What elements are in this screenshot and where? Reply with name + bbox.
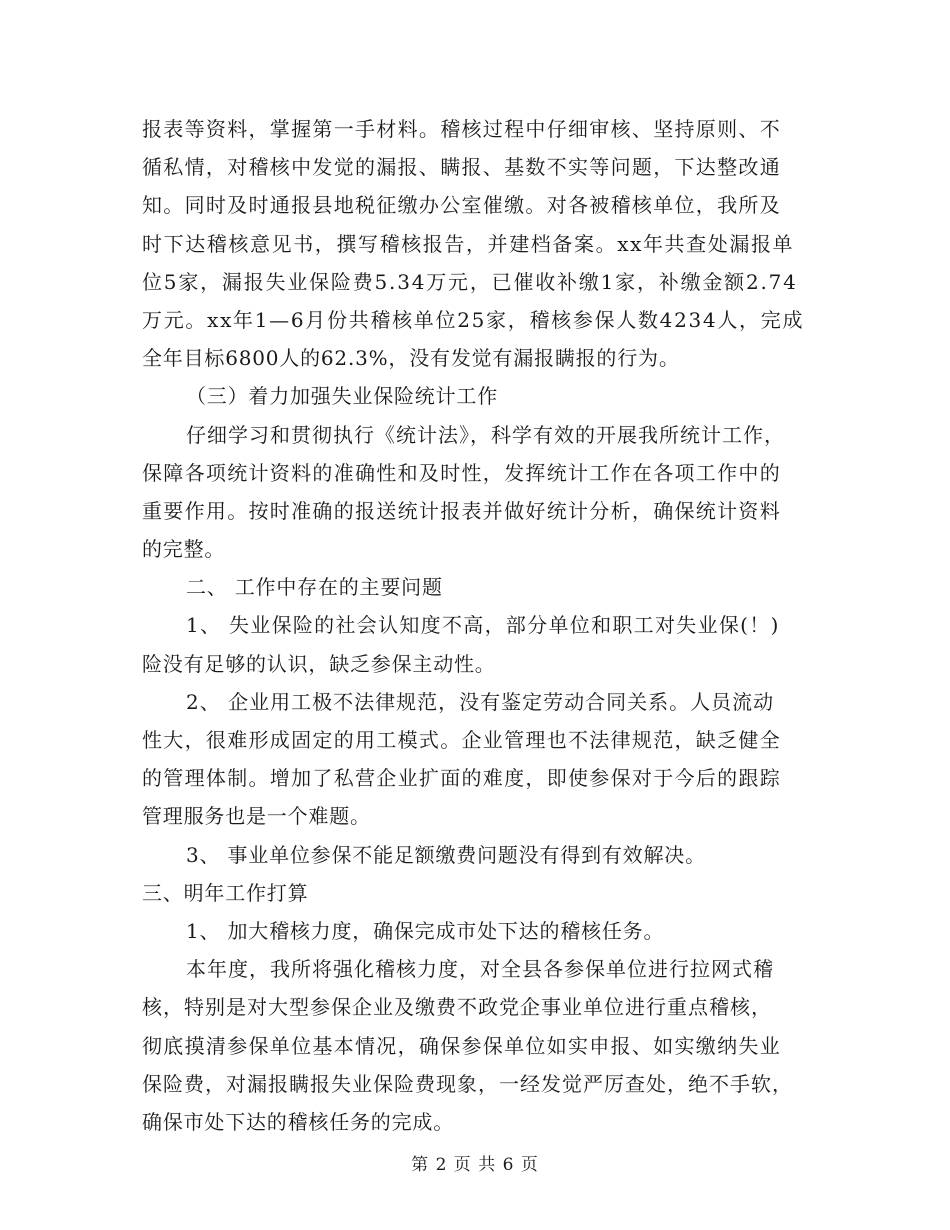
section-heading: 三、明年工作打算 (142, 880, 309, 905)
text-line: 性大，很难形成固定的用工模式。企业管理也不法律规范，缺乏健全 (142, 728, 781, 752)
text-line: 核，特别是对大型参保企业及缴费不政党企事业单位进行重点稽核， (142, 995, 772, 1020)
text-line: 管理服务也是一个难题。 (142, 804, 371, 829)
document-body (142, 110, 822, 1141)
text-line: 重要作用。按时准确的报送统计报表并做好统计分析，确保统计资料 (142, 498, 781, 523)
text-line: 保障各项统计资料的准确性和及时性，发挥统计工作在各项工作中的 (142, 460, 781, 485)
text-line: 彻底摸清参保单位基本情况，确保参保单位如实申报、如实缴纳失业 (142, 1033, 781, 1058)
text-line: 1、 加大稽核力度，确保完成市处下达的稽核任务。 (186, 918, 665, 943)
text-line: 3、 事业单位参保不能足额缴费问题没有得到有效解决。 (186, 842, 706, 867)
text-line: 循私情，对稽核中发觉的漏报、瞒报、基数不实等问题，下达整改通 (142, 155, 781, 180)
text-line: 全年目标6800人的62.3%，没有发觉有漏报瞒报的行为。 (142, 346, 680, 371)
text-line: 确保市处下达的稽核任务的完成。 (142, 1109, 454, 1134)
text-line: 1、 失业保险的社会认知度不高，部分单位和职工对失业保(！) (186, 613, 780, 638)
page-number: 第 2 页 共 6 页 (411, 1155, 539, 1175)
text-line: 险没有足够的认识，缺乏参保主动性。 (142, 651, 496, 676)
text-line: 2、 企业用工极不法律规范，没有鉴定劳动合同关系。人员流动 (186, 689, 775, 714)
section-heading: （三）着力加强失业保险统计工作 (186, 384, 498, 409)
text-line: 保险费，对漏报瞒报失业保险费现象，一经发觉严厉查处，绝不手软， (142, 1071, 793, 1096)
text-line: 的管理体制。增加了私营企业扩面的难度，即使参保对于今后的跟踪 (142, 766, 781, 791)
text-line: 本年度，我所将强化稽核力度，对全县各参保单位进行拉网式稽 (186, 957, 774, 982)
text-line: 的完整。 (142, 537, 226, 562)
text-line: 位5家，漏报失业保险费5.34万元，已催收补缴1家，补缴金额2.74 (142, 269, 798, 294)
text-line: 仔细学习和贯彻执行《统计法》，科学有效的开展我所统计工作， (186, 422, 785, 447)
text-line: 知。同时及时通报县地税征缴办公室催缴。对各被稽核单位，我所及 (142, 193, 781, 218)
text-line: 万元。xx年1—6月份共稽核单位25家，稽核参保人数4234人，完成 (142, 307, 805, 332)
text-line: 时下达稽核意见书，撰写稽核报告，并建档备案。xx年共查处漏报单 (142, 231, 795, 256)
section-heading: 二、 工作中存在的主要问题 (186, 575, 443, 600)
text-line: 报表等资料，掌握第一手材料。稽核过程中仔细审核、坚持原则、不 (142, 117, 781, 141)
